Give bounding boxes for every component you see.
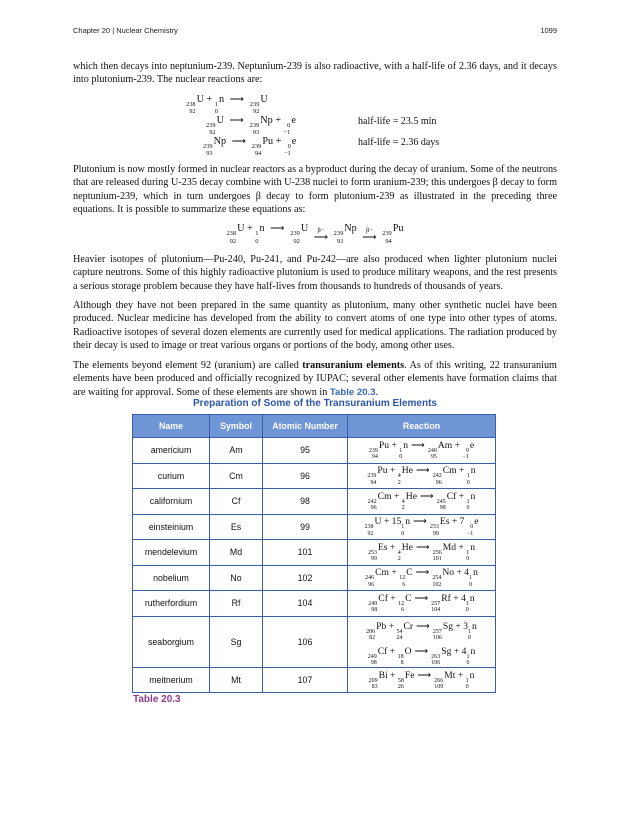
summary-equation: 238 92 U + 1 0 n ⟶ 239 92 U β− ⟶ 239 93 Np β− ⟶ 239 94 Pu [226,223,404,245]
table-row [133,591,496,617]
cell-symbol: Sg [210,616,263,667]
paragraph-1: which then decays into neptunium-239. Neptunium-239 is also radioactive, with a half-life of 2.36 days, and it decays into plutonium-239. The nuclear reactions are: [73,61,557,86]
paragraph-4: Although they have not been prepared in the same quantity as plutonium, many other synthetic nuclei have been produced. Nuclear medicine has developed from the ability to convert atoms of one type into other types of atoms. Radioactive isotopes of several dozen elements are currently used for medical applications. The radiation produced by their decay is used to image or treat various organs or portions of the body, among other uses. [73,300,557,352]
cell-reaction: 206 82 Pb + 54 24 Cr ⟶ 257 106 Sg + 3 1 0 n 249 98 Cf + 18 8 O ⟶ 263 106 Sg + 4 1 0 n [348,616,496,667]
equation-u238-capture: 238 92 U + 1 0 n ⟶ 239 92 U [186,93,268,116]
table-row [133,540,496,566]
cell-reaction: 239 94 Pu + 4 2 He ⟶ 242 96 Cm + 1 0 n [348,463,496,489]
paragraph-5: The elements beyond element 92 (uranium) are called transuranium elements. As of this writing, 22 transuranium elements have been produced and officially recognized by IUPAC; several other elements have formation claims that are waiting for approval. Some of these elements are shown in Table 20.3. [73,359,557,398]
cell-name: einsteinium [133,514,210,540]
cell-reaction: 249 98 Cf + 12 6 C ⟶ 257 104 Rf + 4 1 0 n [348,591,496,617]
cell-number: 102 [263,565,348,591]
cell-name: rutherfordium [133,591,210,617]
page-number: 1099 [540,26,557,35]
cell-symbol: Am [210,438,263,464]
table-caption: Preparation of Some of the Transuranium Elements [193,398,437,409]
cell-number: 96 [263,463,348,489]
cell-reaction: 238 92 U + 15 1 0 n ⟶ 253 99 Es + 7 0 −1 e [348,514,496,540]
cell-reaction: 209 83 Bi + 58 26 Fe ⟶ 266 109 Mt + 1 0 n [348,667,496,693]
table-link[interactable]: Table 20.3 [329,386,376,398]
cell-symbol: Cf [210,489,263,515]
cell-number: 104 [263,591,348,617]
table-label: Table 20.3 [133,694,181,705]
header-symbol: Symbol [210,415,263,438]
cell-name: meitnerium [133,667,210,693]
cell-number: 98 [263,489,348,515]
table-row [133,463,496,489]
transuranium-table [132,414,496,693]
half-life-1: half-life = 23.5 min [358,115,437,127]
table-row [133,489,496,515]
cell-name: californium [133,489,210,515]
header-atomic-number: Atomic Number [263,415,348,438]
half-life-2: half-life = 2.36 days [358,136,440,148]
chapter-title: Chapter 20 | Nuclear Chemistry [73,26,178,35]
cell-number: 99 [263,514,348,540]
cell-symbol: Rf [210,591,263,617]
table-header-row [133,415,496,438]
paragraph-3: Heavier isotopes of plutonium—Pu-240, Pu-241, and Pu-242—are also produced when lighter plutonium nuclei capture neutrons. Some of this highly radioactive plutonium is used to produce military weapons, and the rest presents a serious storage problem because they have half-lives from thousands to hundreds of thousands of years. [73,253,557,292]
header-name: Name [133,415,210,438]
table-row [133,514,496,540]
cell-symbol: Cm [210,463,263,489]
cell-name: curium [133,463,210,489]
table-row [133,438,496,464]
cell-symbol: Es [210,514,263,540]
table-row [133,616,496,667]
cell-symbol: Mt [210,667,263,693]
header-reaction: Reaction [348,415,496,438]
page-header [73,26,557,35]
cell-reaction: 246 96 Cm + 12 6 C ⟶ 254 102 No + 4 1 0 n [348,565,496,591]
term-transuranium: transuranium elements [302,359,405,371]
cell-name: nobelium [133,565,210,591]
equation-np239-decay: 239 93 Np ⟶ 239 94 Pu + 0 −1 e [203,135,297,158]
cell-number: 106 [263,616,348,667]
equation-u239-decay: 239 92 U ⟶ 239 93 Np + 0 −1 e [206,114,296,137]
cell-symbol: No [210,565,263,591]
cell-reaction: 239 94 Pu + 1 0 n ⟶ 240 95 Am + 0 −1 e [348,438,496,464]
cell-number: 95 [263,438,348,464]
nuclear-reaction-equations [73,93,557,158]
table-row [133,667,496,693]
cell-name: seaborgium [133,616,210,667]
cell-number: 101 [263,540,348,566]
cell-name: mendelevium [133,540,210,566]
cell-number: 107 [263,667,348,693]
cell-name: americium [133,438,210,464]
table-row [133,565,496,591]
cell-reaction: 253 99 Es + 4 2 He ⟶ 256 101 Md + 1 0 n [348,540,496,566]
main-content [73,60,557,405]
paragraph-2: Plutonium is now mostly formed in nuclear reactors as a byproduct during the decay of uranium. Some of the neutrons that are released during U-235 decay combine with U-238 nuclei to form uranium-239; this undergoes β decay to form neptunium-239, which in turn undergoes β decay to form plutonium-239 as illustrated in the preceding three equations. It is possible to summarize these equations as: [73,163,557,216]
cell-reaction: 242 96 Cm + 4 2 He ⟶ 245 98 Cf + 1 0 n [348,489,496,515]
cell-symbol: Md [210,540,263,566]
